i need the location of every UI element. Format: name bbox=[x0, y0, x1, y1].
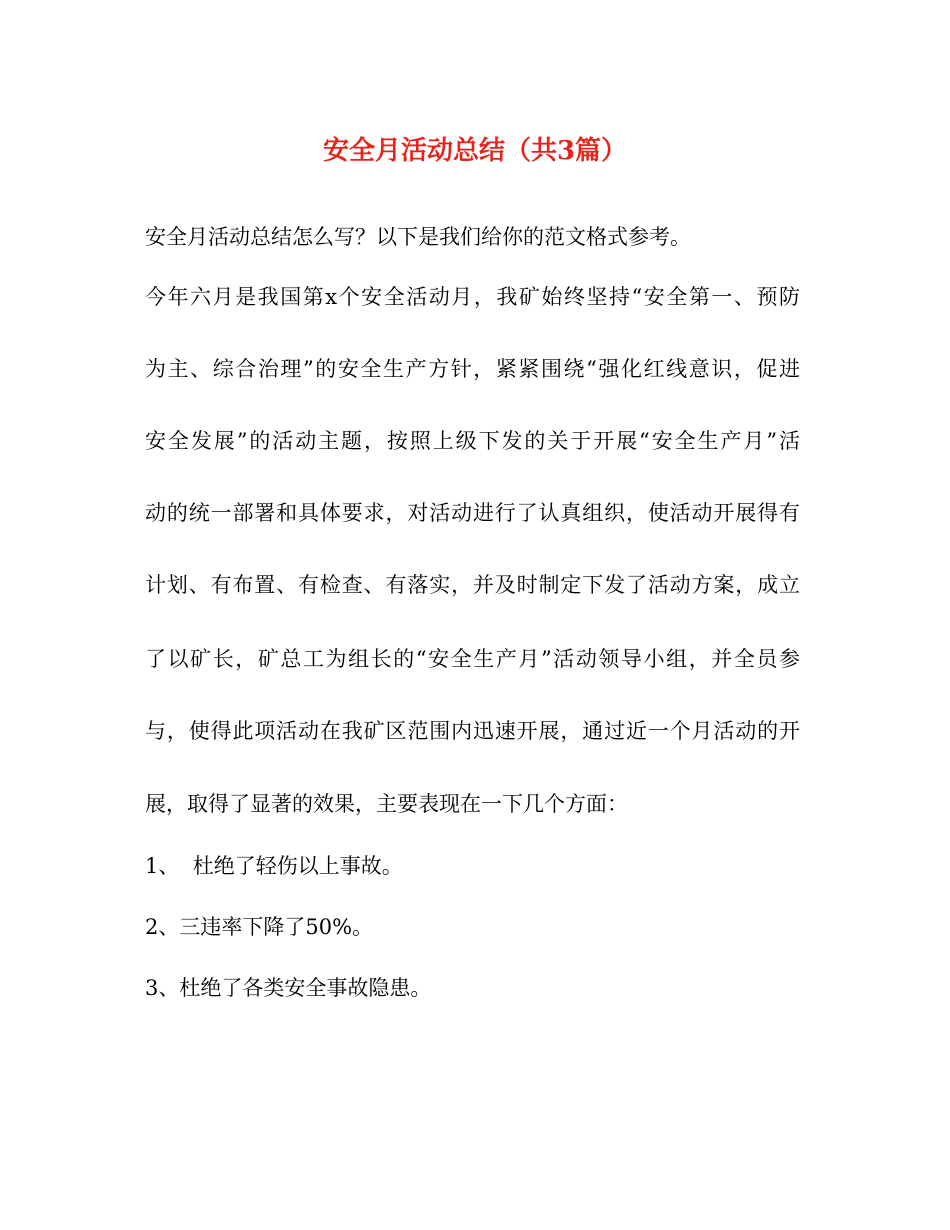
body-line: 安全发展”的活动主题，按照上级下发的关于开展“安全生产月”活 bbox=[145, 429, 800, 453]
body-line: 了以矿长，矿总工为组长的“安全生产月”活动领导小组，并全员参 bbox=[145, 647, 800, 671]
body-line: 与，使得此项活动在我矿区范围内迅速开展，通过近一个月活动的开 bbox=[145, 719, 800, 743]
intro-paragraph: 安全月活动总结怎么写？以下是我们给你的范文格式参考。 bbox=[145, 225, 691, 249]
body-line: 展，取得了显著的效果，主要表现在一下几个方面： bbox=[145, 792, 628, 816]
body-line: 今年六月是我国第x个安全活动月，我矿始终坚持“安全第一、预防 bbox=[145, 285, 800, 309]
list-item: 1、 杜绝了轻伤以上事故。 bbox=[145, 854, 403, 878]
body-line: 动的统一部署和具体要求，对活动进行了认真组织，使活动开展得有 bbox=[145, 501, 800, 525]
body-line: 为主、综合治理”的安全生产方针，紧紧围绕“强化红线意识，促进 bbox=[145, 357, 800, 381]
list-item: 2、三违率下降了50%。 bbox=[145, 915, 374, 939]
list-item: 3、杜绝了各类安全事故隐患。 bbox=[145, 976, 432, 1000]
body-line: 计划、有布置、有检查、有落实，并及时制定下发了活动方案，成立 bbox=[145, 573, 800, 597]
document-title: 安全月活动总结（共3篇） bbox=[322, 136, 628, 166]
